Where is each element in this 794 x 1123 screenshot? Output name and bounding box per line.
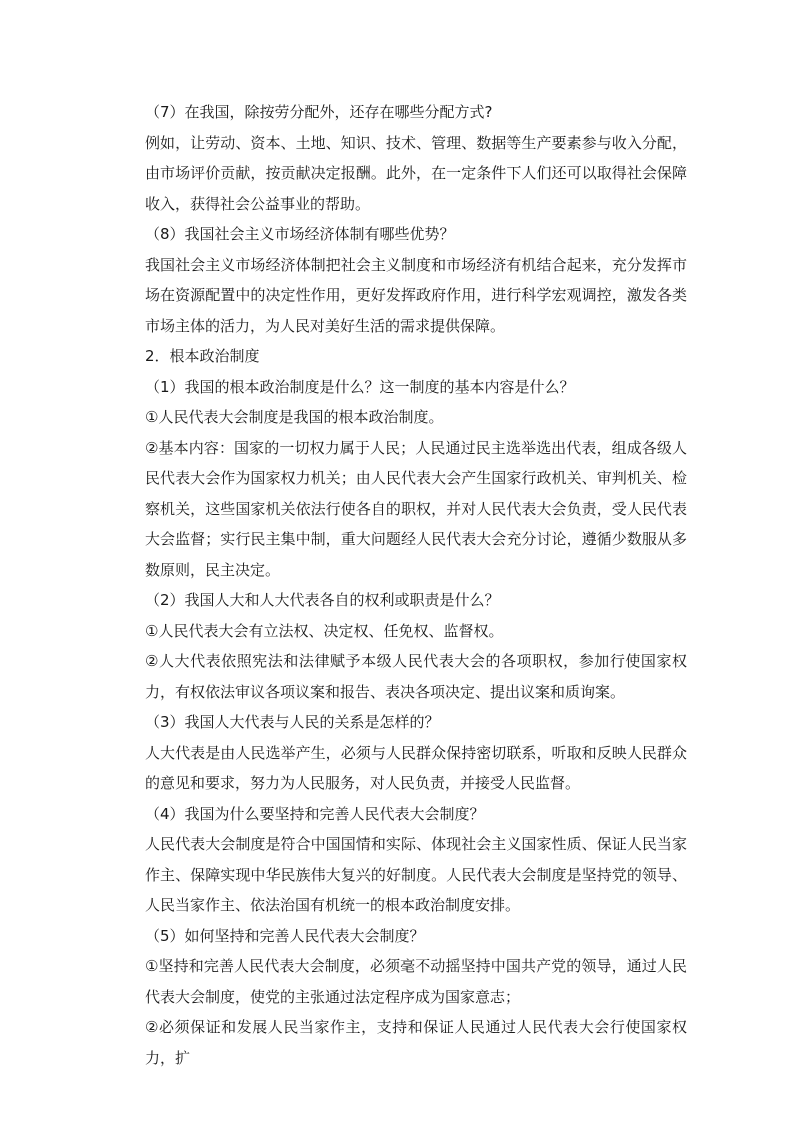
answer-1-part-1: ①人民代表大会制度是我国的根本政治制度。 bbox=[145, 408, 444, 426]
question-2: （2）我国人大和人大代表各自的权利或职责是什么？ bbox=[145, 591, 500, 609]
question-7: （7）在我国，除按劳分配外，还存在哪些分配方式? bbox=[145, 103, 493, 121]
answer-5-part-2: ②必须保证和发展人民当家作主，支持和保证人民通过人民代表大会行使国家权力，扩 bbox=[145, 1018, 687, 1067]
answer-3: 人大代表是由人民选举产生，必须与人民群众保持密切联系，听取和反映人民群众的意见和要求，努力为人民服务，对人民负责，并接受人民监督。 bbox=[145, 743, 687, 792]
answer-1-part-2: ②基本内容：国家的一切权力属于人民；人民通过民主选举选出代表，组成各级人民代表大会作为国家权力机关；由人民代表大会产生国家行政机关、审判机关、检察机关，这些国家机关依法行使各自的职权，并对人民代表大会负责，受人民代表大会监督；实行民主集中制，重大问题经人民代表大会充分讨论，遵循少数服从多数原则，民主决定。 bbox=[145, 438, 687, 579]
question-8: （8）我国社会主义市场经济体制有哪些优势？ bbox=[145, 225, 455, 243]
question-4: （4）我国为什么要坚持和完善人民代表大会制度？ bbox=[145, 804, 485, 823]
answer-4: 人民代表大会制度是符合中国国情和实际、体现社会主义国家性质、保证人民当家作主、保障实现中华民族伟大复兴的好制度。人民代表大会制度是坚持党的领导、人民当家作主、依法治国有机统一的根本政治制度安排。 bbox=[145, 835, 687, 914]
question-3: （3）我国人大代表与人民的关系是怎样的？ bbox=[145, 713, 440, 731]
answer-5-part-1: ①坚持和完善人民代表大会制度，必须毫不动摇坚持中国共产党的领导，通过人民代表大会制度，使党的主张通过法定程序成为国家意志； bbox=[145, 957, 687, 1006]
answer-8: 我国社会主义市场经济体制把社会主义制度和市场经济有机结合起来，充分发挥市场在资源配置中的决定性作用，更好发挥政府作用，进行科学宏观调控，激发各类市场主体的活力，为人民对美好生活的需求提供保障。 bbox=[145, 255, 687, 335]
question-5: （5）如何坚持和完善人民代表大会制度？ bbox=[145, 926, 425, 945]
section-heading: 2．根本政治制度 bbox=[145, 347, 260, 365]
answer-2-part-2: ②人大代表依照宪法和法律赋予本级人民代表大会的各项职权，参加行使国家权力，有权依法审议各项议案和报告、表决各项决定、提出议案和质询案。 bbox=[145, 652, 687, 701]
answer-7: 例如，让劳动、资本、土地、知识、技术、管理、数据等生产要素参与收入分配，由市场评价贡献，按贡献决定报酬。此外，在一定条件下人们还可以取得社会保障收入，获得社会公益事业的帮助。 bbox=[145, 133, 687, 213]
question-1: （1）我国的根本政治制度是什么？这一制度的基本内容是什么？ bbox=[145, 377, 575, 396]
document-body bbox=[145, 97, 687, 1073]
answer-2-part-1: ①人民代表大会有立法权、决定权、任免权、监督权。 bbox=[145, 621, 504, 640]
